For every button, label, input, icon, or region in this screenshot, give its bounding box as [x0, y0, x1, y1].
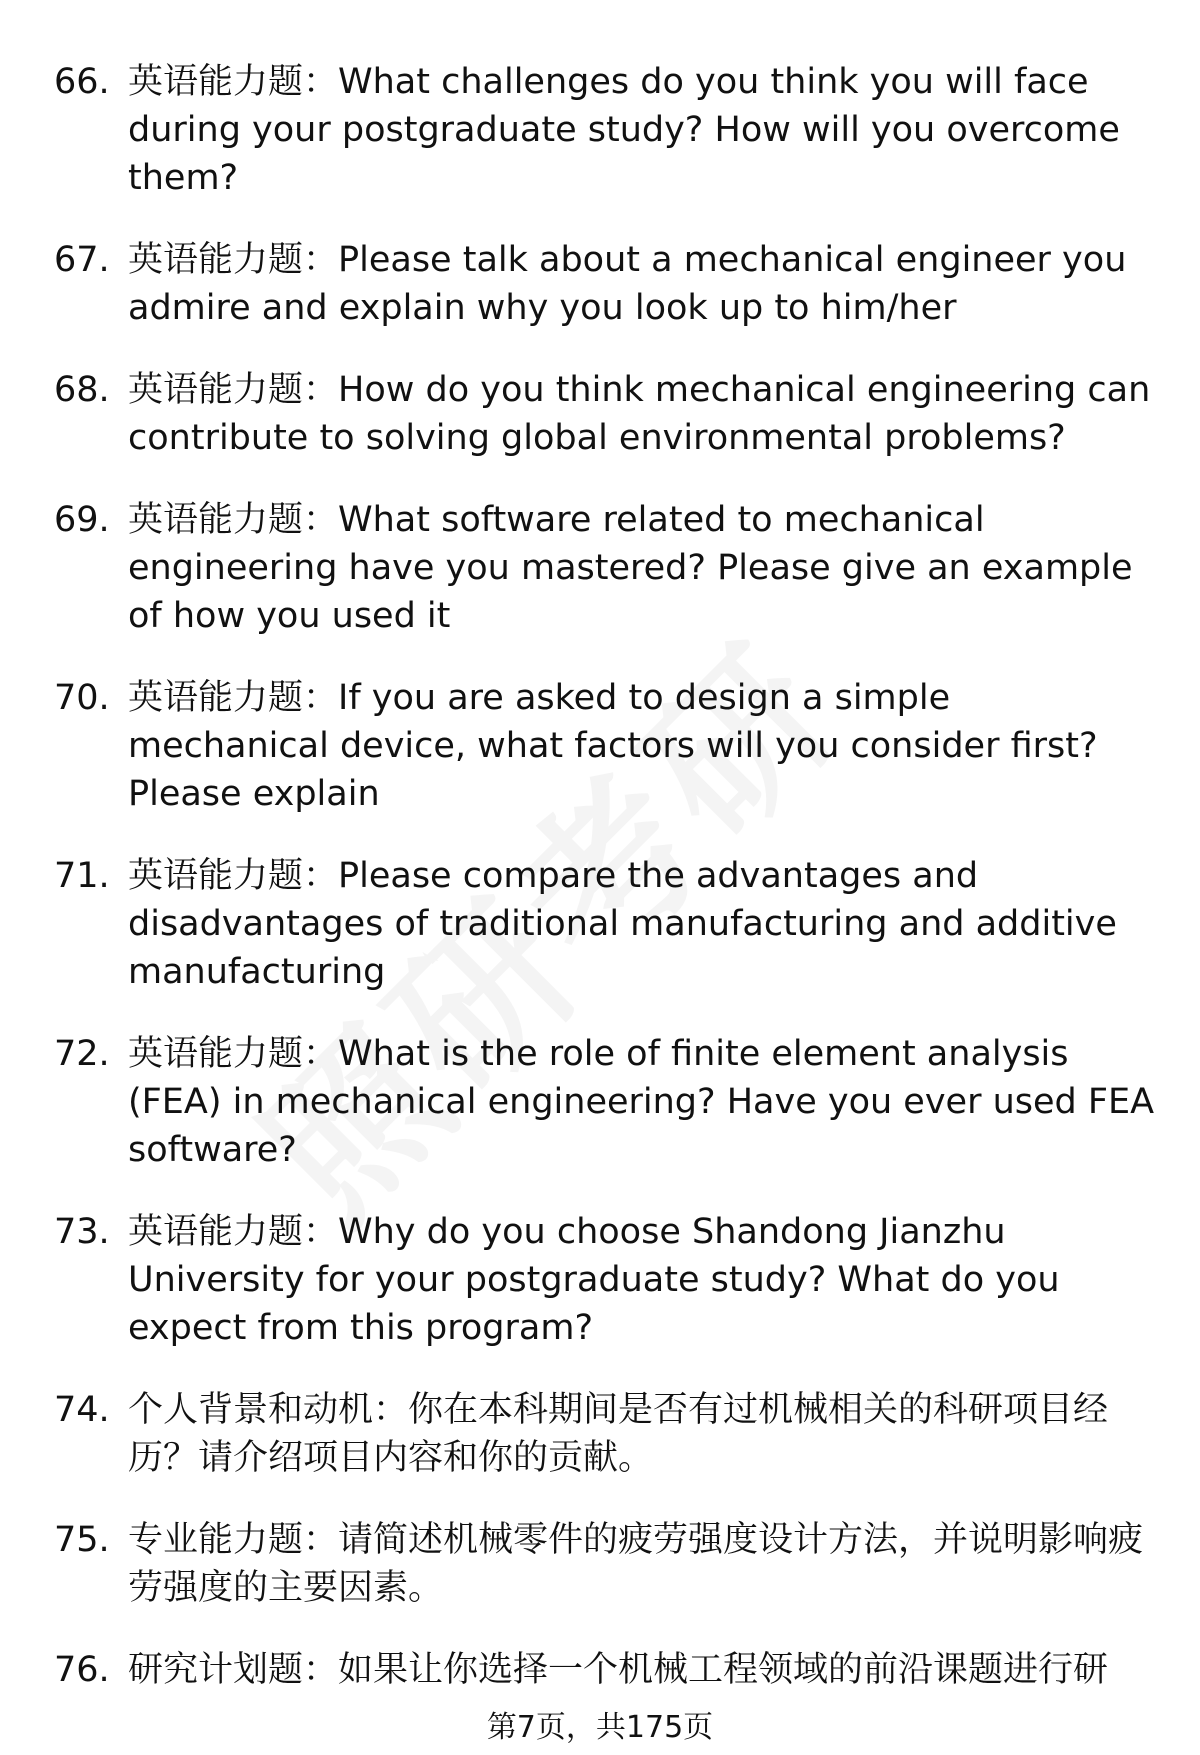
question-number: 71. — [54, 856, 110, 896]
question-text: Please compare the advantages and disadvantages of traditional manufacturing and additive manufacturing — [128, 856, 1117, 992]
question-category: 英语能力题： — [128, 1034, 339, 1074]
question-text: What software related to mechanical engineering have you mastered? Please give an example of how you used it — [128, 500, 1133, 636]
question-category: 英语能力题： — [128, 678, 339, 718]
question-item — [0, 1208, 1200, 1352]
question-text: What challenges do you think you will face during your postgraduate study? How will you overcome them? — [128, 62, 1120, 198]
question-item — [0, 236, 1200, 332]
question-category: 专业能力题： — [128, 1520, 339, 1560]
question-text: 请简述机械零件的疲劳强度设计方法，并说明影响疲劳强度的主要因素。 — [128, 1520, 1144, 1608]
question-category: 个人背景和动机： — [128, 1390, 409, 1430]
question-category: 英语能力题： — [128, 62, 339, 102]
question-item — [0, 674, 1200, 818]
question-category: 英语能力题： — [128, 370, 339, 410]
question-number: 68. — [54, 370, 110, 410]
question-category: 英语能力题： — [128, 856, 339, 896]
question-category: 研究计划题： — [128, 1650, 339, 1690]
question-item — [0, 496, 1200, 640]
question-item — [0, 852, 1200, 996]
page-footer: 第7页，共175页 — [486, 1710, 714, 1745]
question-text: What is the role of finite element analysis (FEA) in mechanical engineering? Have you ever used FEA software? — [128, 1034, 1155, 1170]
question-text: If you are asked to design a simple mechanical device, what factors will you consider first? Please explain — [128, 678, 1098, 814]
question-number: 72. — [54, 1034, 110, 1074]
question-text: 如果让你选择一个机械工程领域的前沿课题进行研 — [338, 1650, 1109, 1690]
question-number: 75. — [54, 1520, 110, 1560]
question-number: 66. — [54, 62, 110, 102]
question-number: 74. — [54, 1390, 110, 1430]
question-number: 67. — [54, 240, 110, 280]
question-item — [0, 58, 1200, 202]
question-item — [0, 1030, 1200, 1174]
question-number: 73. — [54, 1212, 110, 1252]
question-category: 英语能力题： — [128, 1212, 339, 1252]
question-item — [0, 1386, 1200, 1482]
question-category: 英语能力题： — [128, 240, 339, 280]
question-number: 76. — [54, 1650, 110, 1690]
question-number: 69. — [54, 500, 110, 540]
question-item — [0, 366, 1200, 462]
question-number: 70. — [54, 678, 110, 718]
question-category: 英语能力题： — [128, 500, 339, 540]
question-list — [0, 58, 1200, 1728]
question-text: 你在本科期间是否有过机械相关的科研项目经历？请介绍项目内容和你的贡献。 — [128, 1390, 1109, 1478]
question-text: Why do you choose Shandong Jianzhu University for your postgraduate study? What do you expect from this program? — [128, 1212, 1060, 1348]
question-text: Please talk about a mechanical engineer you admire and explain why you look up to him/her — [128, 240, 1127, 328]
question-item — [0, 1646, 1200, 1694]
question-text: How do you think mechanical engineering can contribute to solving global environmental problems? — [128, 370, 1151, 458]
question-item — [0, 1516, 1200, 1612]
